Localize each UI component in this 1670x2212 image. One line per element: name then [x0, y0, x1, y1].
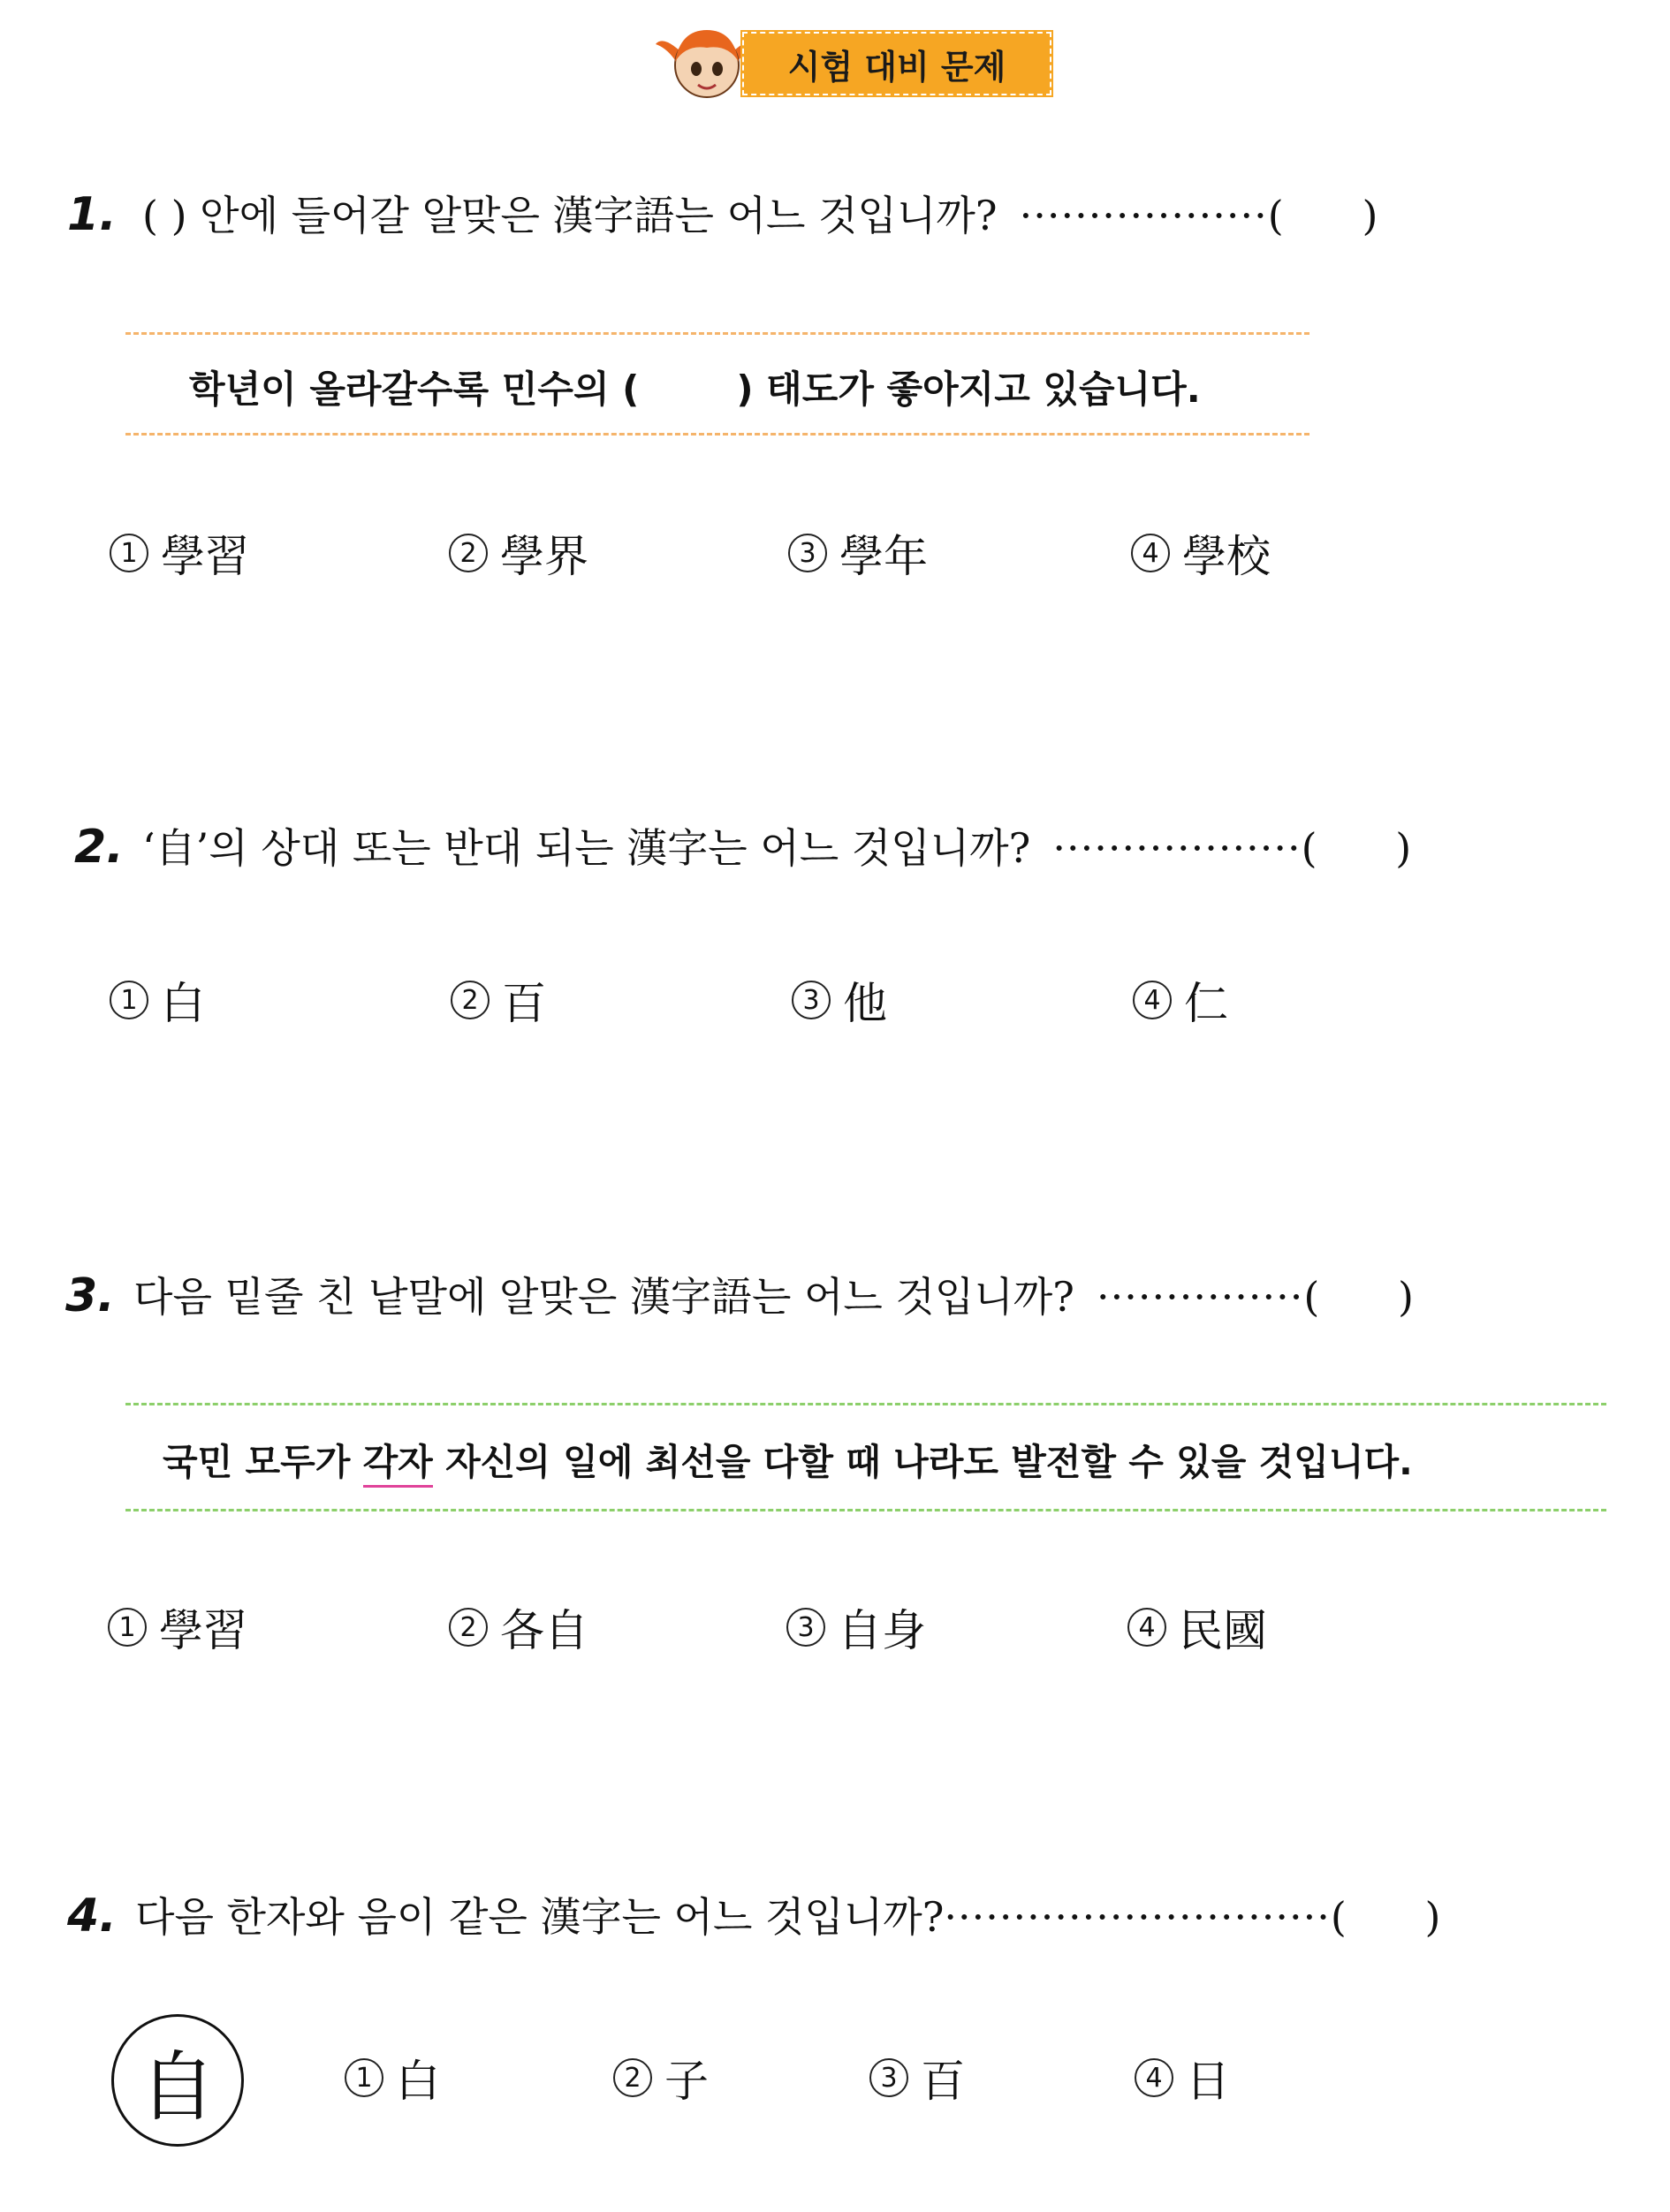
- section-title: 시험 대비 문제: [742, 32, 1051, 95]
- question-4: [67, 1885, 1440, 1943]
- sentence-part: 학년이 올라갈수록 민수의 (: [189, 367, 640, 411]
- example-sentence: [163, 1433, 1413, 1485]
- option-number: 3: [786, 1608, 825, 1647]
- question-number: 2.: [74, 821, 124, 874]
- divider-bottom: [125, 1509, 1606, 1511]
- question-number: 4.: [67, 1890, 117, 1943]
- q2-option-2[interactable]: [451, 968, 546, 1032]
- question-text: 다음 밑줄 친 낱말에 알맞은 漢字語는 어느 것입니까?: [133, 1273, 1074, 1321]
- target-character: 自: [111, 2014, 244, 2147]
- question-number: 1.: [67, 188, 117, 241]
- option-number: 1: [108, 1608, 147, 1647]
- question-number: 3.: [65, 1269, 115, 1322]
- option-number: 3: [869, 2058, 908, 2097]
- q1-option-1[interactable]: [110, 521, 249, 585]
- question-3: [65, 1265, 1414, 1323]
- option-number: 1: [345, 2058, 383, 2097]
- sentence-part: 자신의 일에 최선을 다할 때 나라도 발전할 수 있을 것입니다.: [432, 1441, 1413, 1483]
- q3-option-3[interactable]: [786, 1595, 926, 1659]
- option-text: 學界: [500, 531, 588, 582]
- q2-option-1[interactable]: [110, 968, 205, 1032]
- option-number: 4: [1131, 534, 1170, 572]
- q4-option-4[interactable]: [1135, 2046, 1230, 2110]
- section-header: [654, 18, 1060, 106]
- option-number: 2: [613, 2058, 652, 2097]
- option-text: 各自: [500, 1605, 588, 1656]
- leader-dots: ··················(: [1052, 824, 1318, 872]
- divider-bottom: [125, 433, 1309, 436]
- q4-option-2[interactable]: [613, 2046, 709, 2110]
- question-text: 다음 한자와 음이 같은 漢字는 어느 것입니까?: [135, 1893, 945, 1941]
- option-number: 4: [1127, 1608, 1166, 1647]
- option-number: 2: [451, 981, 490, 1019]
- sentence-part: 국민 모두가: [163, 1441, 363, 1483]
- leader-dots: ····························(: [944, 1893, 1347, 1941]
- option-text: 民國: [1179, 1605, 1267, 1656]
- option-text: 自身: [838, 1605, 926, 1656]
- q3-option-4[interactable]: [1127, 1595, 1267, 1659]
- option-number: 4: [1135, 2058, 1173, 2097]
- leader-dots: ···············(: [1097, 1273, 1321, 1321]
- option-number: 3: [788, 534, 827, 572]
- option-number: 2: [449, 1608, 488, 1647]
- option-text: 學校: [1182, 531, 1271, 582]
- option-text: 白: [161, 978, 205, 1029]
- q3-option-2[interactable]: [449, 1595, 588, 1659]
- q1-option-3[interactable]: [788, 521, 928, 585]
- option-text: 學年: [839, 531, 928, 582]
- option-text: 日: [1186, 2056, 1230, 2107]
- option-number: 1: [110, 981, 148, 1019]
- question-1: [67, 184, 1378, 242]
- option-number: 3: [792, 981, 831, 1019]
- option-text: 白: [396, 2056, 440, 2107]
- option-text: 百: [502, 978, 546, 1029]
- option-text: 仁: [1184, 978, 1228, 1029]
- answer-blank[interactable]: ): [1284, 192, 1378, 239]
- q2-option-3[interactable]: [792, 968, 887, 1032]
- option-number: 4: [1133, 981, 1172, 1019]
- option-text: 百: [921, 2056, 965, 2107]
- q1-option-4[interactable]: [1131, 521, 1271, 585]
- leader-dots: ··················(: [1019, 192, 1285, 239]
- example-sentence: [189, 360, 1201, 413]
- option-number: 1: [110, 534, 148, 572]
- option-text: 子: [664, 2056, 709, 2107]
- option-number: 2: [449, 534, 488, 572]
- option-text: 學習: [161, 531, 249, 582]
- q4-option-1[interactable]: [345, 2046, 440, 2110]
- underlined-word: 각자: [363, 1441, 433, 1488]
- option-text: 他: [843, 978, 887, 1029]
- q1-option-2[interactable]: [449, 521, 588, 585]
- divider-top: [125, 332, 1309, 335]
- sentence-part: ) 태도가 좋아지고 있습니다.: [736, 367, 1201, 411]
- answer-blank[interactable]: ): [1317, 824, 1412, 872]
- answer-blank[interactable]: ): [1347, 1893, 1441, 1941]
- answer-blank[interactable]: ): [1320, 1273, 1414, 1321]
- option-text: 學習: [159, 1605, 247, 1656]
- divider-top: [125, 1403, 1606, 1405]
- q2-option-4[interactable]: [1133, 968, 1228, 1032]
- question-text: ( ) 안에 들어갈 알맞은 漢字語는 어느 것입니까?: [142, 192, 998, 239]
- question-2: [74, 816, 1411, 875]
- q4-option-3[interactable]: [869, 2046, 965, 2110]
- q3-option-1[interactable]: [108, 1595, 247, 1659]
- question-text: ‘自’의 상대 또는 반대 되는 漢字는 어느 것입니까?: [142, 824, 1031, 872]
